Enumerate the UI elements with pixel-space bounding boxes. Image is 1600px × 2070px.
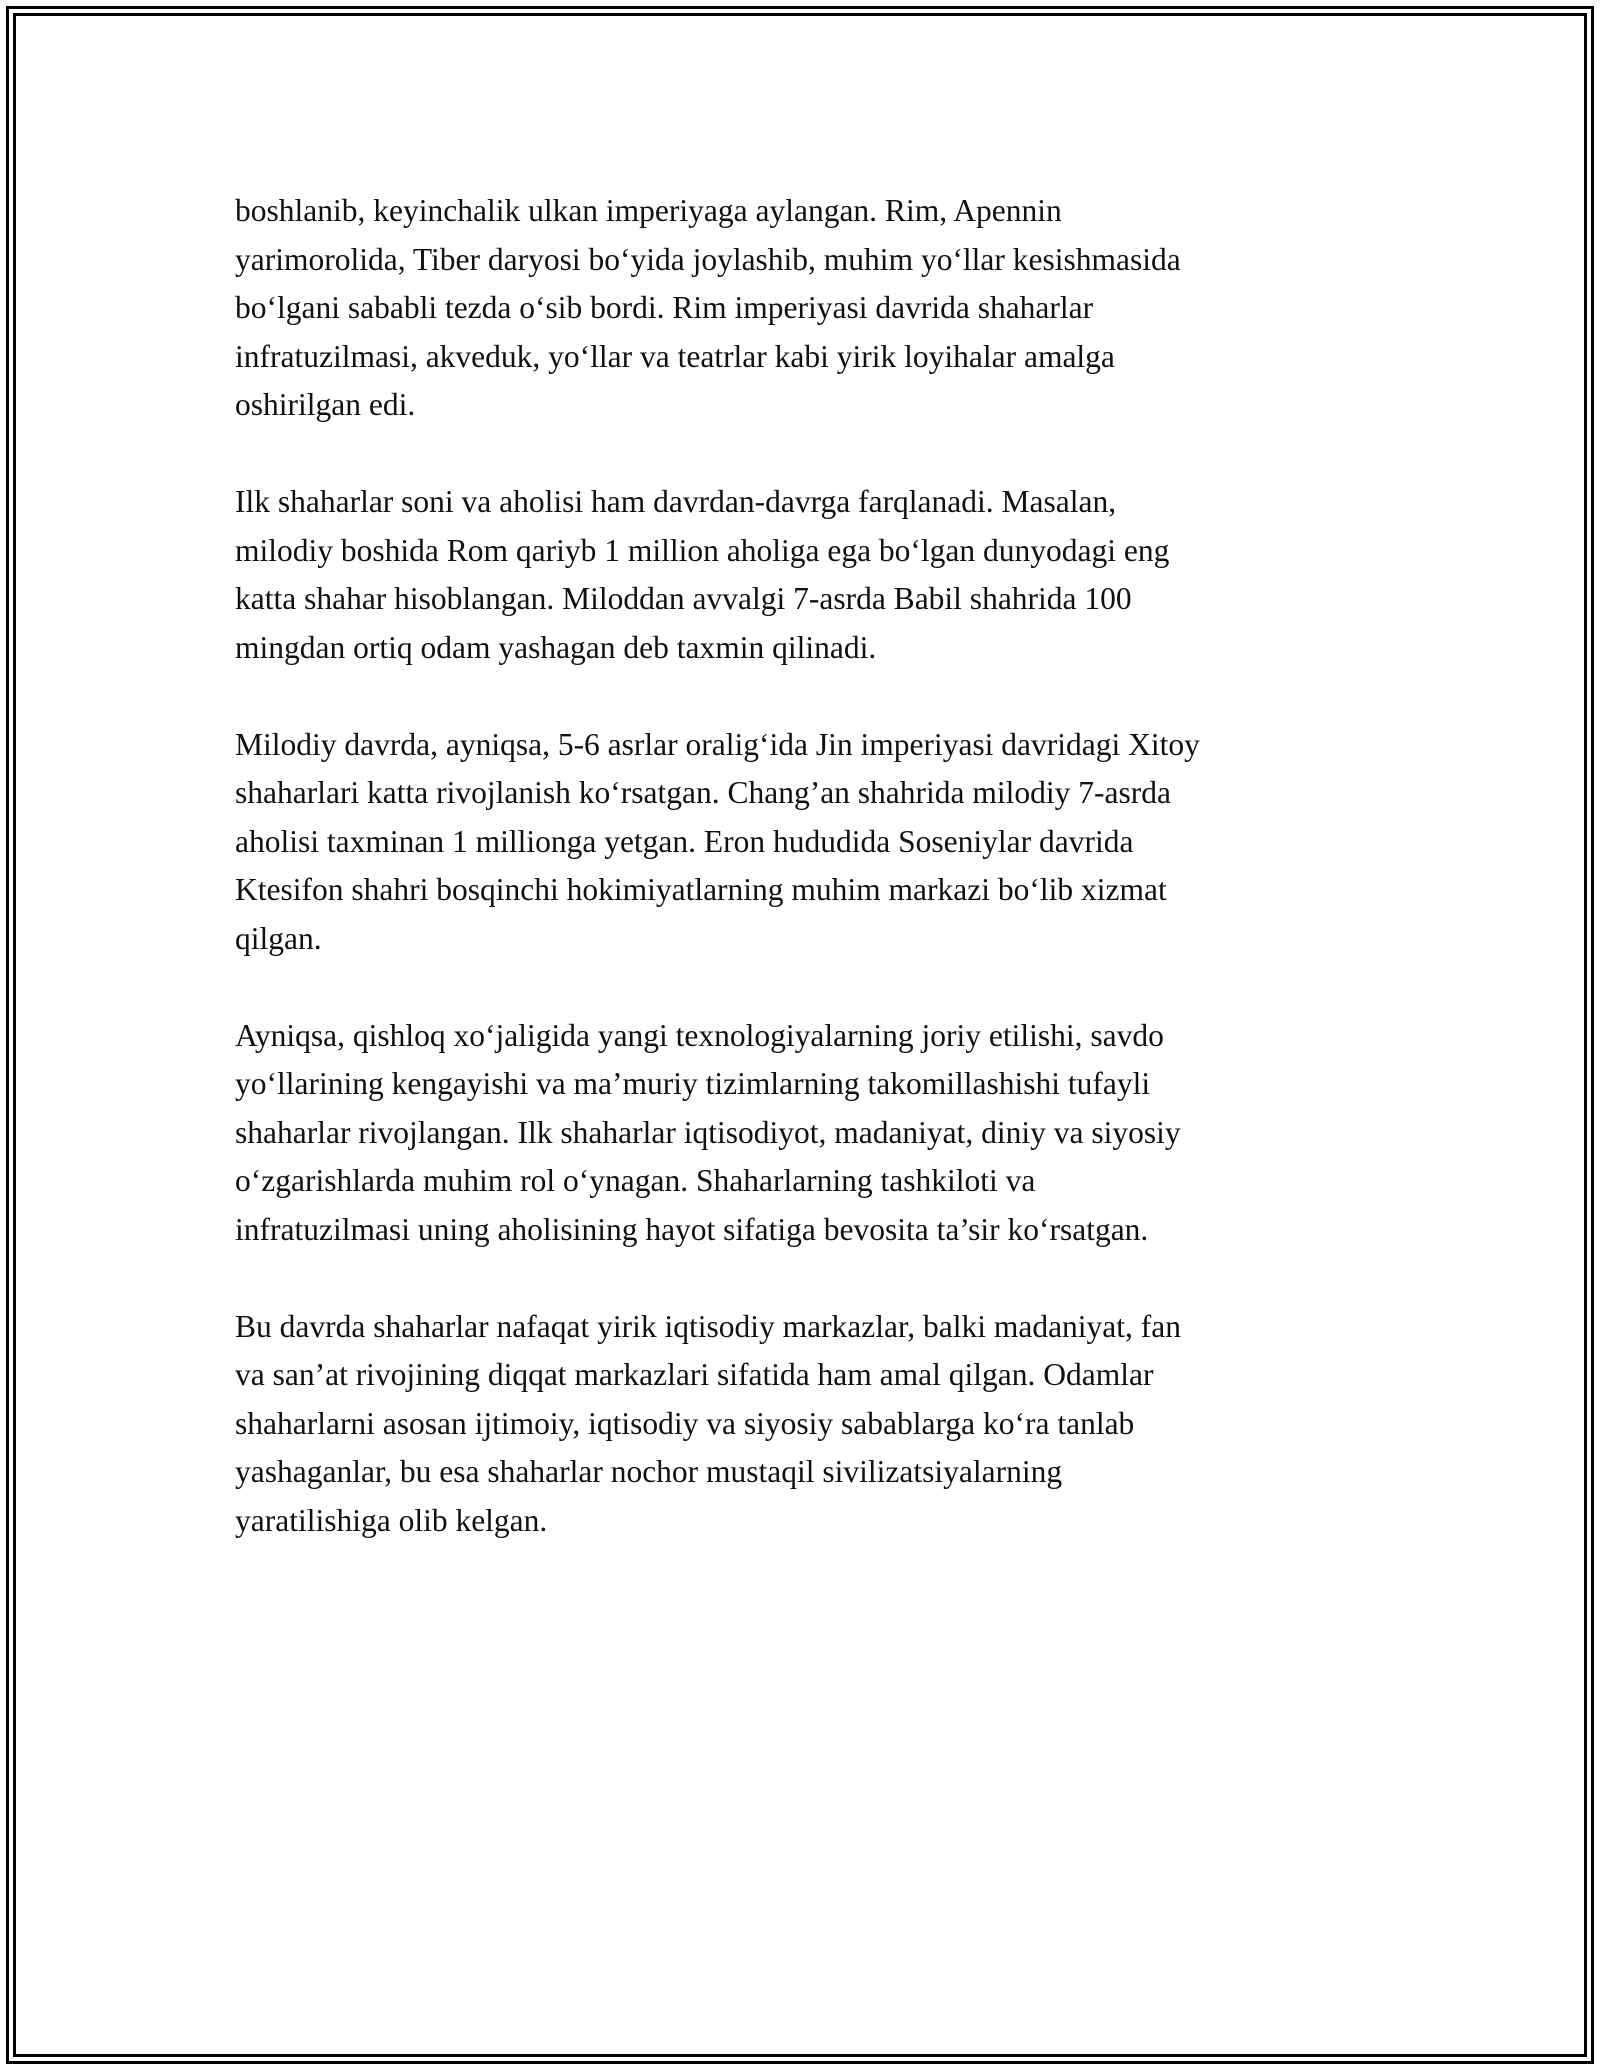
document-body <box>235 187 1375 1545</box>
paragraph-1: boshlanib, keyinchalik ulkan imperiyaga aylangan. Rim, Apennin yarimorolida, Tiber daryosi bo‘yida joylashib, muhim yo‘llar kesishmasida bo‘lgani sababli tezda o‘sib bordi. Rim imperiyasi davrida shaharlar infratuzilmasi, akveduk, yo‘llar va teatrlar kabi yirik loyihalar amalga oshirilgan edi. <box>235 193 1181 422</box>
paragraph-2: Ilk shaharlar soni va aholisi ham davrdan-davrga farqlanadi. Masalan, milodiy boshida Rom qariyb 1 million aholiga ega bo‘lgan dunyodagi eng katta shahar hisoblangan. Miloddan avvalgi 7-asrda Babil shahrida 100 mingdan ortiq odam yashagan deb taxmin qilinadi. <box>235 484 1170 665</box>
paragraph-4: Ayniqsa, qishloq xo‘jaligida yangi texnologiyalarning joriy etilishi, savdo yo‘llarining kengayishi va ma’muriy tizimlarning takomillashishi tufayli shaharlar rivojlangan. Ilk shaharlar iqtisodiyot, madaniyat, diniy va siyosiy o‘zgarishlarda muhim rol o‘ynagan. Shaharlarning tashkiloti va infratuzilmasi uning aholisining hayot sifatiga bevosita ta’sir ko‘rsatgan. <box>235 1017 1181 1247</box>
paragraph-5: Bu davrda shaharlar nafaqat yirik iqtisodiy markazlar, balki madaniyat, fan va san’at rivojining diqqat markazlari sifatida ham amal qilgan. Odamlar shaharlarni asosan ijtimoiy, iqtisodiy va siyosiy sabablarga ko‘ra tanlab yashaganlar, bu esa shaharlar nochor mustaqil sivilizatsiyalarning yaratilishiga olib kelgan. <box>235 1308 1182 1538</box>
paragraph-3: Milodiy davrda, ayniqsa, 5-6 asrlar oralig‘ida Jin imperiyasi davridagi Xitoy shaharlari katta rivojlanish ko‘rsatgan. Chang’an shahrida milodiy 7-asrda aholisi taxminan 1 millionga yetgan. Eron hududida Soseniylar davrida Ktesifon shahri bosqinchi hokimiyatlarning muhim markazi bo‘lib xizmat qilgan. <box>235 726 1200 956</box>
